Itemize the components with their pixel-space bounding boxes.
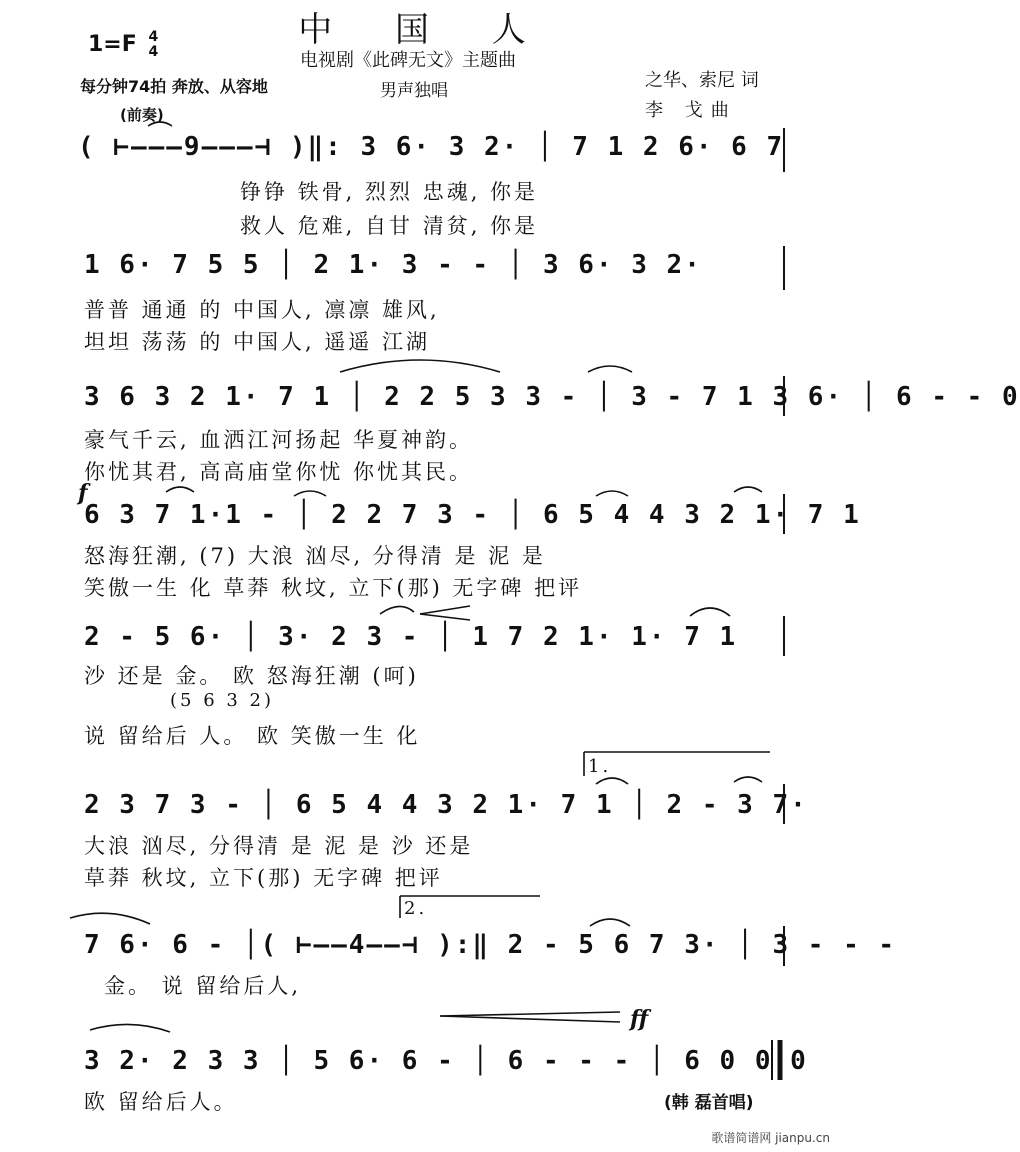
slur-row-7 — [70, 913, 150, 924]
time-signature: 4 4 — [148, 29, 159, 60]
slur-row-6b — [734, 777, 762, 782]
site-watermark: 歌谱简谱网 jianpu.cn — [711, 1131, 830, 1145]
slur-row-8 — [90, 1024, 170, 1032]
song-subtitle: 电视剧《此碑无文》主题曲 — [300, 50, 516, 71]
first-ending-bracket — [584, 752, 770, 776]
intro-marking: (前奏) — [120, 106, 164, 124]
hairpin-row-5-top — [420, 606, 470, 614]
key-label: 1=F — [88, 32, 137, 57]
lyric-row-7-verse-1: 金。 说 留给后人, — [104, 974, 302, 998]
notation-row-1: ( ⊢———9———⊣ )‖: 3 6· 3 2· │ 7 1 2 6· 6 7 — [78, 132, 785, 162]
lyric-row-6-verse-1: 大浪 汹尽, 分得清 是 泥 是 沙 还是 — [84, 834, 474, 858]
dynamic-fortissimo: ff — [630, 1006, 649, 1032]
performer-credit: (韩 磊首唱) — [664, 1093, 754, 1113]
slur-row-4d — [734, 487, 762, 492]
hairpin-ff-bottom — [440, 1016, 620, 1022]
notation-row-6: 2 3 7 3 - │ 6 5 4 4 3 2 1· 7 1 │ 2 - 3 7· — [84, 790, 808, 820]
lyric-row-3-verse-2: 你忧其君, 高高庙堂你忧 你忧其民。 — [84, 460, 474, 484]
song-title: 中 国 人 — [298, 10, 552, 50]
notation-row-7: 7 6· 6 - │( ⊢——4——⊣ ):‖ 2 - 5 6 7 3· │ 3 - - - — [84, 930, 897, 960]
lyric-row-1-verse-2: 救人 危难, 自甘 清贫, 你是 — [240, 214, 539, 238]
slur-row-3 — [340, 360, 500, 372]
lyric-row-3-verse-1: 豪气千云, 血洒江河扬起 华夏神韵。 — [84, 428, 474, 452]
first-ending-marker: 1. — [588, 756, 612, 777]
ornament-notes: (5 6 3 2) — [170, 690, 275, 711]
lyricist-credit: 之华、索尼 词 — [645, 70, 759, 91]
second-ending-marker: 2. — [404, 898, 428, 919]
slur-row-4c — [596, 491, 628, 496]
slur-row-6 — [596, 778, 628, 784]
lyric-row-4-verse-2: 笑傲一生 化 草莽 秋坟, 立下(那) 无字碑 把评 — [84, 576, 583, 600]
hairpin-ff-top — [440, 1012, 620, 1016]
voice-type: 男声独唱 — [380, 81, 448, 101]
slur-row-5 — [380, 606, 414, 614]
composer-credit: 李 戈曲 — [645, 100, 737, 121]
hairpin-row-5-bottom — [420, 614, 470, 620]
slur-row-5b — [690, 608, 730, 616]
lyric-row-2-verse-1: 普普 通通 的 中国人, 凛凛 雄风, — [84, 298, 440, 322]
notation-row-3: 3 6 3 2 1· 7 1 │ 2 2 5 3 3 - │ 3 - 7 1 3 6· │ 6 - - 0 — [84, 382, 1020, 412]
tempo-marking: 每分钟74拍 奔放、从容地 — [80, 77, 268, 96]
notation-row-5: 2 - 5 6· │ 3· 2 3 - │ 1 7 2 1· 1· 7 1 — [84, 622, 738, 652]
lyric-row-1-verse-1: 铮铮 铁骨, 烈烈 忠魂, 你是 — [240, 180, 539, 204]
slur-row-4 — [166, 487, 194, 492]
dynamic-forte: f — [78, 480, 88, 506]
notation-row-8: 3 2· 2 3 3 │ 5 6· 6 - │ 6 - - - │ 6 0 0 0 — [84, 1046, 808, 1076]
lyric-row-8-verse-1: 欧 留给后人。 — [84, 1090, 238, 1114]
lyric-row-5-verse-2: 说 留给后 人。 欧 笑傲一生 化 — [84, 724, 421, 748]
key-signature — [88, 30, 158, 60]
lyric-row-5-verse-1: 沙 还是 金。 欧 怒海狂潮 (呵) — [84, 664, 419, 688]
lyric-row-4-verse-1: 怒海狂潮, (7) 大浪 汹尽, 分得清 是 泥 是 — [84, 544, 546, 568]
notation-row-2: 1 6· 7 5 5 │ 2 1· 3 - - │ 3 6· 3 2· — [84, 250, 702, 280]
slur-row-3b — [588, 366, 632, 372]
lyric-row-6-verse-2: 草莽 秋坟, 立下(那) 无字碑 把评 — [84, 866, 443, 890]
slur-row-4b — [294, 491, 326, 496]
notation-row-4: 6 3 7 1·1 - │ 2 2 7 3 - │ 6 5 4 4 3 2 1· 7 1 — [84, 500, 861, 530]
lyric-row-2-verse-2: 坦坦 荡荡 的 中国人, 遥遥 江湖 — [84, 330, 431, 354]
slur-row-7b — [590, 919, 630, 926]
